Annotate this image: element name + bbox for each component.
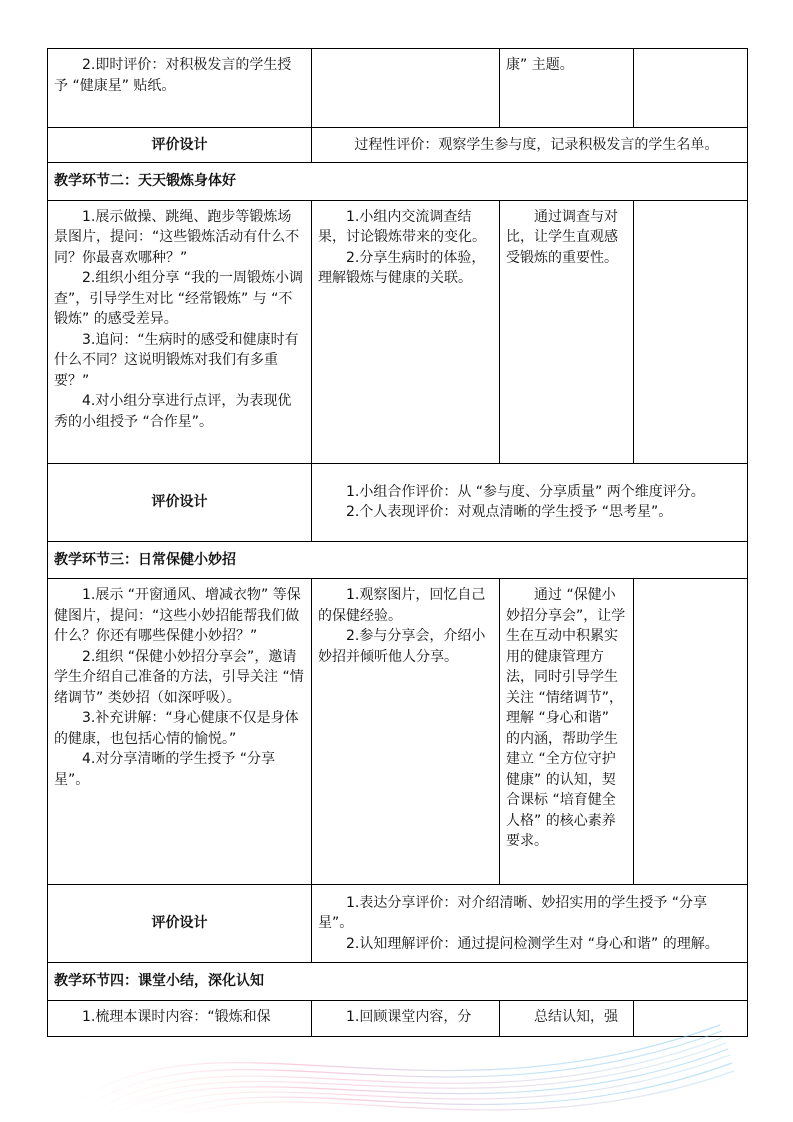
paragraph: 3.补充讲解：“身心健康不仅是身体的健康，也包括心情的愉悦。”	[54, 710, 299, 747]
eval-row-2	[48, 463, 748, 541]
eval-line: 2.个人表现评价：对观点清晰的学生授予 “思考星”。	[346, 504, 673, 520]
teacher-activity-cell	[48, 1000, 312, 1036]
paragraph: 2.即时评价：对积极发言的学生授予 “健康星” 贴纸。	[54, 57, 292, 94]
eval-content	[312, 128, 748, 163]
paragraph: 康” 主题。	[506, 57, 574, 73]
paragraph: 2.组织 “保健小妙招分享会”，邀请学生介绍自己准备的方法，引导关注 “情绪调节” 类妙招（如深呼吸）。	[54, 648, 304, 706]
eval-label: 评价设计	[48, 128, 312, 163]
paragraph: 2.分享生病时的体验，理解锻炼与健康的关联。	[318, 249, 486, 286]
paragraph: 通过 “保健小妙招分享会”，让学生在互动中积累实用的健康管理方法，同时引导学生关注 “情绪调节”，理解 “身心和谐” 的内涵，帮助学生建立 “全方位守护健康” 的认知，契合课标 “培育健全人格” 的核心素养要求。	[506, 587, 626, 849]
swoosh-line	[100, 1049, 728, 1122]
section-2-header-row	[48, 163, 748, 201]
empty-cell	[634, 1000, 748, 1036]
top-teacher-cell	[48, 49, 312, 128]
swoosh-line	[160, 1071, 734, 1122]
section-title: 教学环节四：课堂小结，深化认知	[48, 963, 748, 1001]
eval-row-1	[48, 128, 748, 163]
top-student-cell	[312, 49, 500, 128]
lesson-plan-table	[47, 48, 748, 1037]
swoosh-line	[120, 1055, 730, 1122]
student-activity-cell	[312, 200, 500, 463]
paragraph: 总结认知，强	[534, 1008, 618, 1025]
swoosh-line	[80, 1037, 724, 1121]
eval-content	[312, 463, 748, 541]
empty-cell	[634, 579, 748, 885]
teacher-activity-cell	[48, 200, 312, 463]
design-intent-cell	[500, 200, 634, 463]
section-2-body-row	[48, 200, 748, 463]
paragraph: 通过调查与对比，让学生直观感受锻炼的重要性。	[506, 208, 618, 266]
top-continuation-row	[48, 49, 748, 128]
paragraph: 4.对小组分享进行点评，为表现优秀的小组授予 “合作星”。	[54, 393, 292, 430]
swoosh-line	[140, 1063, 732, 1122]
swoosh-line	[60, 1025, 720, 1115]
paragraph: 2.参与分享会，介绍小妙招并倾听他人分享。	[318, 628, 486, 665]
eval-content	[312, 885, 748, 963]
eval-line: 1.小组合作评价：从 “参与度、分享质量” 两个维度评分。	[346, 483, 705, 500]
top-intent-cell	[500, 49, 634, 128]
swoosh-line	[90, 1043, 726, 1122]
section-3-header-row	[48, 541, 748, 579]
eval-label: 评价设计	[48, 885, 312, 963]
paragraph: 2.组织小组分享 “我的一周锻炼小调查”，引导学生对比 “经常锻炼” 与 “不锻炼” 的感受差异。	[54, 270, 304, 327]
swoosh-line	[70, 1031, 722, 1119]
design-intent-cell	[500, 1000, 634, 1036]
section-4-body-row	[48, 1000, 748, 1036]
paragraph: 3.追问：“生病时的感受和健康时有什么不同？这说明锻炼对我们有多重要？”	[54, 331, 299, 389]
section-title: 教学环节二：天天锻炼身体好	[48, 163, 748, 201]
design-intent-cell	[500, 579, 634, 885]
eval-line: 过程性评价：观察学生参与度，记录积极发言的学生名单。	[354, 136, 719, 153]
paragraph: 4.对分享清晰的学生授予 “分享星”。	[54, 751, 276, 788]
paragraph: 1.梳理本课时内容：“锻炼和保	[82, 1008, 271, 1025]
eval-row-3	[48, 885, 748, 963]
teacher-activity-cell	[48, 579, 312, 885]
lesson-plan-page	[47, 48, 747, 1037]
paragraph: 1.展示 “开窗通风、增减衣物” 等保健图片，提问：“这些小妙招能帮我们做什么？你还有哪些保健小妙招？”	[54, 587, 301, 644]
top-empty-cell	[634, 49, 748, 128]
paragraph: 1.展示做操、跳绳、跑步等锻炼场景图片，提问：“这些锻炼活动有什么不同？你最喜欢哪种？”	[54, 208, 300, 266]
section-3-body-row	[48, 579, 748, 885]
student-activity-cell	[312, 579, 500, 885]
eval-line: 2.认知理解评价：通过提问检测学生对 “身心和谐” 的理解。	[346, 935, 719, 952]
section-4-header-row	[48, 963, 748, 1001]
paragraph: 1.小组内交流调查结果，讨论锻炼带来的变化。	[318, 208, 486, 245]
section-title: 教学环节三：日常保健小妙招	[48, 541, 748, 579]
eval-line: 1.表达分享评价：对介绍清晰、妙招实用的学生授予 “分享星”。	[318, 894, 708, 932]
paragraph: 1.回顾课堂内容，分	[346, 1008, 472, 1025]
student-activity-cell	[312, 1000, 500, 1036]
paragraph: 1.观察图片，回忆自己的保健经验。	[318, 587, 486, 624]
empty-cell	[634, 200, 748, 463]
eval-label: 评价设计	[48, 463, 312, 541]
